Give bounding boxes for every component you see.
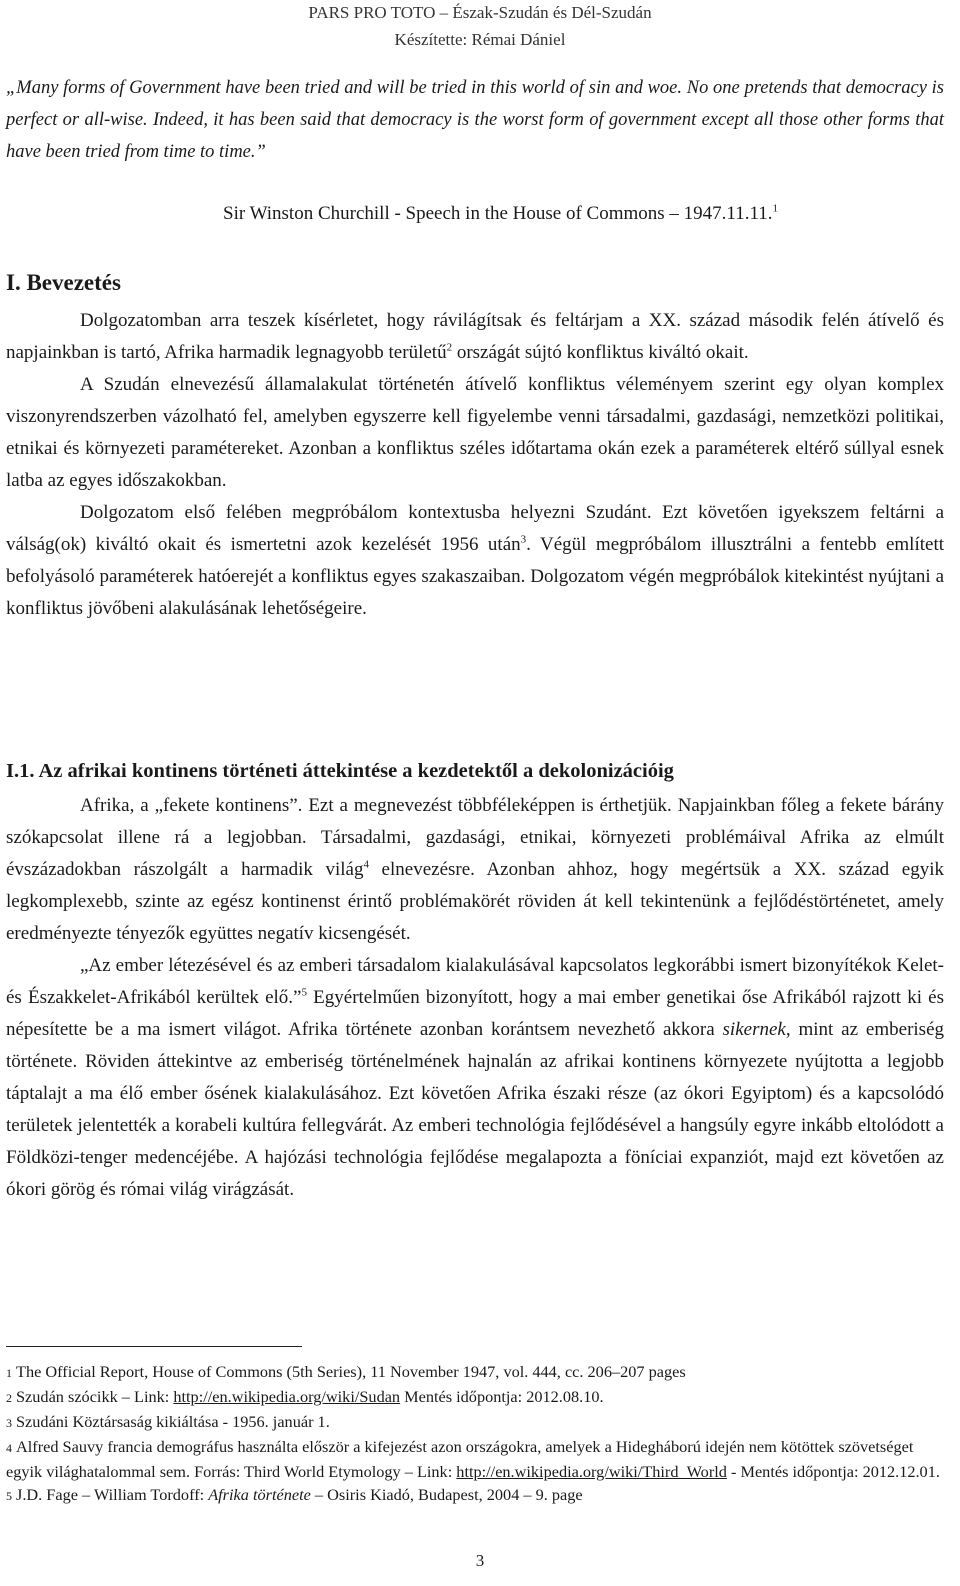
footnote-ref[interactable]: 3 bbox=[520, 533, 527, 546]
footnote-link-sudan[interactable]: http://en.wikipedia.org/wiki/Sudan bbox=[173, 1387, 401, 1406]
section-history-body bbox=[6, 790, 944, 1206]
emphasis-text: sikernek bbox=[722, 1019, 786, 1040]
running-header-author: Készítette: Rémai Dániel bbox=[394, 30, 566, 49]
footnote-text: Mentés időpontja: 2012.08.10. bbox=[400, 1387, 604, 1406]
text-run: Afrika, a „fekete kontinens”. Ezt a megnevezést többféleképpen is érthetjük. Napjainkban főleg a fekete bárány szókapcsolat illene rá a legjobban. Társadalmi, gazdasági, etnikai, környezeti problémáival Afrika az elmúlt évszázadokban rászolgált a harmadik világ bbox=[6, 795, 944, 880]
epigraph-quote: „Many forms of Government have been tried and will be tried in this world of sin and woe. No one pretends that democracy is perfect or all-wise. Indeed, it has been said that democracy is the worst form of government except all those other forms that have been tried from time to time.” bbox=[6, 78, 944, 162]
paragraph bbox=[6, 305, 944, 369]
footnote-ref[interactable]: 1 bbox=[772, 202, 778, 215]
text-run: Dolgozatomban arra teszek kísérletet, hogy rávilágítsak és feltárjam a XX. század második felén átívelő és napjainkban is tartó, Afrika harmadik legnagyobb területű bbox=[6, 310, 944, 363]
footnote-separator bbox=[6, 1346, 302, 1347]
footnote-text: Szudáni Köztársaság kikiáltása - 1956. január 1. bbox=[16, 1412, 330, 1431]
footnotes bbox=[6, 1360, 944, 1508]
text-run: „Az ember létezésével és az emberi társadalom kialakulásával kapcsolatos legkorábbi ismert bizonyítékok Kelet- és Északkelet-Afrikából kerültek elő.” bbox=[6, 955, 944, 1008]
text-run: országát sújtó konfliktus kiváltó okait. bbox=[452, 342, 749, 363]
footnote-text: Szudán szócikk – Link: bbox=[16, 1387, 174, 1406]
page-number: 3 bbox=[475, 1551, 485, 1570]
section-intro-body bbox=[6, 305, 944, 625]
text-run: Dolgozatom első felében megpróbálom kontextusba helyezni Szudánt. Ezt követően igyekszem feltárni a válság(ok) kiváltó okait és ismertetni azok kezelését 1956 után bbox=[6, 502, 944, 555]
text-run: Egyértelműen bizonyított, hogy a mai ember genetikai őse Afrikából rajzott ki és népesítette be a ma ismert világot. Afrika története azonban korántsem nevezhető akkora bbox=[6, 987, 944, 1040]
text-run: elnevezésre. Azonban ahhoz, hogy megértsük a XX. század egyik legkomplexebb, szinte az egész kontinenst érintő problémakörét röviden át kell tekintenünk a fejlődéstörténetet, amely eredményezte tényezők együttes negatív kicsengését. bbox=[6, 859, 944, 944]
text-run: , mint az emberiség története. Röviden áttekintve az emberiség történelmének hajnalán az afrikai kontinens környezete nyújtotta a legjobb táptalajt a ma élő ember ősének kialakulásához. Ezt követően Afrika északi része (az ókori Egyiptom) és a kapcsolódó területek jelentették a korabeli kultúra fellegvárát. Az emberi technológia fejlődésével a hangsúly egyre inkább eltolódott a Földközi-tenger medencéjébe. A hajózási technológia fejlődése megalapozta a föníciai expanziót, majd ezt követően az ókori görög és római világ virágzását. bbox=[6, 1019, 945, 1200]
footnote-number: 4 bbox=[6, 1441, 12, 1455]
footnote-book-title: Afrika története bbox=[208, 1485, 311, 1504]
footnote-2 bbox=[6, 1385, 944, 1410]
footnote-number: 3 bbox=[6, 1416, 12, 1430]
epigraph-attribution bbox=[223, 203, 778, 225]
paragraph bbox=[6, 790, 944, 950]
paragraph bbox=[6, 950, 944, 1206]
footnote-number: 2 bbox=[6, 1391, 12, 1405]
section-heading-intro: I. Bevezetés bbox=[6, 270, 121, 295]
footnote-4 bbox=[6, 1435, 944, 1483]
footnote-ref[interactable]: 2 bbox=[446, 341, 453, 354]
footnote-text: - Mentés időpontja: 2012.12.01. bbox=[726, 1462, 940, 1481]
text-run: . Végül megpróbálom illusztrálni a fentebb említett befolyásoló paraméterek hatóerejét a konfliktus egyes szakaszaiban. Dolgozatom végén megpróbálok kitekintést nyújtani a konfliktus jövőbeni alakulásának lehetőségeire. bbox=[6, 534, 944, 619]
footnote-text: J.D. Fage – William Tordoff: bbox=[16, 1485, 209, 1504]
section-heading-history: I.1. Az afrikai kontinens történeti áttekintése a kezdetektől a dekolonizációig bbox=[6, 760, 674, 782]
footnote-number: 5 bbox=[6, 1489, 12, 1503]
attribution-text: Sir Winston Churchill - Speech in the House of Commons – 1947.11.11. bbox=[223, 203, 773, 224]
running-header-title: PARS PRO TOTO – Észak-Szudán és Dél-Szudán bbox=[308, 3, 652, 22]
footnote-text: The Official Report, House of Commons (5th Series), 11 November 1947, vol. 444, cc. 206–207 pages bbox=[16, 1362, 686, 1381]
footnote-5 bbox=[6, 1483, 944, 1508]
footnote-link-third-world[interactable]: http://en.wikipedia.org/wiki/Third_World bbox=[456, 1462, 727, 1481]
paragraph: A Szudán elnevezésű államalakulat történetén átívelő konfliktus véleményem szerint egy olyan komplex viszonyrendszerben vázolható fel, amelyben egyszerre kell figyelembe venni társadalmi, gazdasági, nemzetközi politikai, etnikai és környezeti paramétereket. Azonban a konfliktus széles időtartama okán ezek a paraméterek eltérő súllyal esnek latba az egyes időszakokban. bbox=[6, 374, 944, 491]
footnote-ref[interactable]: 5 bbox=[301, 986, 307, 999]
footnote-ref[interactable]: 4 bbox=[363, 858, 369, 871]
footnote-text: – Osiris Kiadó, Budapest, 2004 – 9. page bbox=[310, 1485, 583, 1504]
footnote-number: 1 bbox=[6, 1366, 12, 1380]
footnote-1 bbox=[6, 1360, 944, 1385]
footnote-3 bbox=[6, 1410, 944, 1435]
paragraph bbox=[6, 497, 944, 625]
footnote-text: Alfred Sauvy francia demográfus használta először a kifejezést azon országokra, amelyek a Hidegháború idején nem kötöttek szövetséget egyik világhatalommal sem. Forrás: Third World Etymology – Link: bbox=[6, 1437, 914, 1481]
